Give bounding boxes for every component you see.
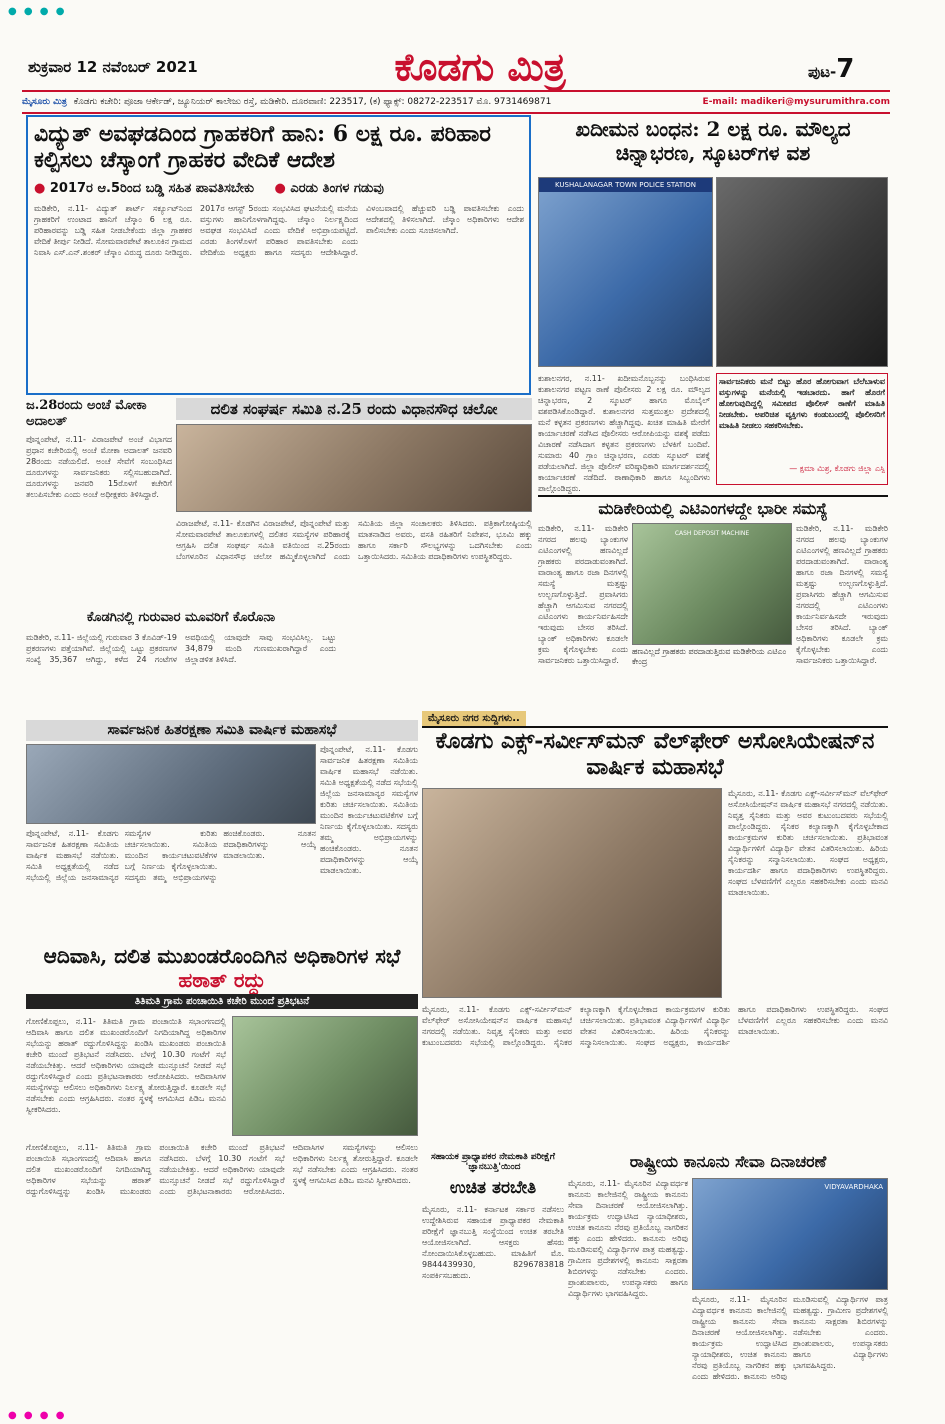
sp-quote: ಸಾರ್ವಜನಿಕರು ಮನೆ ಬಿಟ್ಟು ಹೊರ ಹೋಗುವಾಗ ಬೆಲೆಬಾಳುವ ವಸ್ತುಗಳನ್ನು ಮನೆಯಲ್ಲಿ ಇಡಬಾರದು. ಹಾಗೆ ಹೊರಗೆ ಹೋಗುವುದಿದ್ದಲ್ಲಿ ಸಮೀಪದ ಪೊಲೀಸ್ ಠಾಣೆಗೆ ಮಾಹಿತಿ ನೀಡಬೇಕು. ಅಪರಿಚಿತ ವ್ಯಕ್ತಿಗಳು ಕಂಡುಬಂದಲ್ಲಿ ಪೊಲೀಸರಿಗೆ ಮಾಹಿತಿ ನೀಡಲು ಸಹಕರಿಸಬೇಕು. xyxy=(719,377,885,430)
story-free-training xyxy=(422,1152,564,1408)
story-body: ಮೈಸೂರು, ನ.11- ಕೊಡಗು ಎಕ್ಸ್-ಸರ್ವೀಸ್‌ಮನ್ ವೆಲ್‌ಫೇರ್ ಅಸೋಸಿಯೇಷನ್‌ನ ವಾರ್ಷಿಕ ಮಹಾಸಭೆ ನಗರದಲ್ಲಿ ನಡೆಯಿತು. ನಿವೃತ್ತ ಸೈನಿಕರು ಮತ್ತು ಅವರ ಕುಟುಂಬದವರು ಸಭೆಯಲ್ಲಿ ಪಾಲ್ಗೊಂಡಿದ್ದರು. ಸೈನಿಕರ ಕಲ್ಯಾಣಕ್ಕಾಗಿ ಕೈಗೊಳ್ಳಬೇಕಾದ ಕಾರ್ಯಕ್ರಮಗಳ ಕುರಿತು ಚರ್ಚಿಸಲಾಯಿತು. ಪ್ರತಿಭಾವಂತ ವಿದ್ಯಾರ್ಥಿಗಳಿಗೆ ವಿದ್ಯಾರ್ಥಿ ವೇತನ ವಿತರಿಸಲಾಯಿತು. ಹಿರಿಯ ಸೈನಿಕರನ್ನು ಸನ್ಮಾನಿಸಲಾಯಿತು. ಸಂಘದ ಅಧ್ಯಕ್ಷರು, ಕಾರ್ಯದರ್ಶಿ ಹಾಗೂ ಪದಾಧಿಕಾರಿಗಳು ಉಪಸ್ಥಿತರಿದ್ದರು. ಸಂಘದ ಬೆಳವಣಿಗೆಗೆ ಎಲ್ಲರೂ ಸಹಕರಿಸಬೇಕು ಎಂದು ಮನವಿ ಮಾಡಲಾಯಿತು. xyxy=(728,789,888,897)
story-body: ಗೋಣಿಕೊಪ್ಪಲು, ನ.11- ತಿತಿಮತಿ ಗ್ರಾಮ ಪಂಚಾಯಿತಿ ಸಭಾಂಗಣದಲ್ಲಿ ಆದಿವಾಸಿ ಹಾಗೂ ದಲಿತ ಮುಖಂಡರೊಂದಿಗೆ ನಿಗದಿಯಾಗಿದ್ದ ಅಧಿಕಾರಿಗಳ ಸಭೆಯನ್ನು ಹಠಾತ್ ರದ್ದುಗೊಳಿಸಿದ್ದನ್ನು ಖಂಡಿಸಿ ಮುಖಂಡರು ಪಂಚಾಯಿತಿ ಕಚೇರಿ ಮುಂದೆ ಪ್ರತಿಭಟನೆ ನಡೆಸಿದರು. ಬೆಳಗ್ಗೆ 10.30 ಗಂಟೆಗೆ ಸಭೆ ನಡೆಯಬೇಕಿತ್ತು. ಆದರೆ ಅಧಿಕಾರಿಗಳು ಯಾವುದೇ ಮುನ್ಸೂಚನೆ ನೀಡದೆ ಸಭೆ ರದ್ದುಗೊಳಿಸಿದ್ದಾರೆ ಎಂದು ಪ್ರತಿಭಟನಾಕಾರರು ಆರೋಪಿಸಿದರು. ಆದಿವಾಸಿಗಳ ಸಮಸ್ಯೆಗಳನ್ನು ಆಲಿಸಲು ಅಧಿಕಾರಿಗಳು ನಿರ್ಲಕ್ಷ್ಯ ತೋರುತ್ತಿದ್ದಾರೆ. ಕೂಡಲೇ ಸಭೆ ನಡೆಸಬೇಕು ಎಂದು ಆಗ್ರಹಿಸಿದರು. ನಂತರ ಸ್ಥಳಕ್ಕೆ ಆಗಮಿಸಿದ ಪಿಡಿಒ ಮನವಿ ಸ್ವೀಕರಿಸಿದರು. xyxy=(26,1017,226,1114)
story-body: ಮಡಿಕೇರಿ, ನ.11- ಜಿಲ್ಲೆಯಲ್ಲಿ ಗುರುವಾರ 3 ಕೊವಿಡ್-19 ಪ್ರಕರಣಗಳು ಪತ್ತೆಯಾಗಿವೆ. ಜಿಲ್ಲೆಯಲ್ಲಿ ಒಟ್ಟು ಪ್ರಕರಣಗಳ ಸಂಖ್ಯೆ 35,367 ಆಗಿದ್ದು, ಕಳೆದ 24 ಗಂಟೆಗಳ ಅವಧಿಯಲ್ಲಿ ಯಾವುದೇ ಸಾವು ಸಂಭವಿಸಿಲ್ಲ. ಒಟ್ಟು 34,879 ಮಂದಿ ಗುಣಮುಖರಾಗಿದ್ದಾರೆ ಎಂದು ಜಿಲ್ಲಾಡಳಿತ ತಿಳಿಸಿದೆ. xyxy=(26,633,336,664)
story-electricity-compensation xyxy=(26,115,531,395)
story-headline: ವಿದ್ಯುತ್ ಅವಘಡದಿಂದ ಗ್ರಾಹಕರಿಗೆ ಹಾನಿ: 6 ಲಕ್ಷ ರೂ. ಪರಿಹಾರ ಕಲ್ಪಿಸಲು ಚೆಸ್ಕಾಂಗೆ ಗ್ರಾಹಕರ ವೇದಿಕೆ ಆದೇಶ xyxy=(34,121,491,174)
police-station-sign: KUSHALANAGAR TOWN POLICE STATION xyxy=(539,178,712,192)
photo-protest xyxy=(232,1016,418,1136)
story-body-continued: ಮಡಿಕೇರಿ, ನ.11- ಮಡಿಕೇರಿ ನಗರದ ಹಲವು ಬ್ಯಾಂಕುಗಳ ಎಟಿಎಂಗಳಲ್ಲಿ ಹಣವಿಲ್ಲದೆ ಗ್ರಾಹಕರು ಪರದಾಡುವಂತಾಗಿದೆ. ವಾರಾಂತ್ಯ ಹಾಗೂ ರಜಾ ದಿನಗಳಲ್ಲಿ ಸಮಸ್ಯೆ ಮತ್ತಷ್ಟು ಉಲ್ಬಣಗೊಳ್ಳುತ್ತಿದೆ. ಪ್ರವಾಸಿಗರು ಹೆಚ್ಚಾಗಿ ಆಗಮಿಸುವ ನಗರದಲ್ಲಿ ಎಟಿಎಂಗಳು ಕಾರ್ಯನಿರ್ವಹಿಸದೇ ಇರುವುದು ಬೇಸರ ತರಿಸಿದೆ. ಬ್ಯಾಂಕ್ ಅಧಿಕಾರಿಗಳು ಕೂಡಲೇ ಕ್ರಮ ಕೈಗೊಳ್ಳಬೇಕು ಎಂದು ಸಾರ್ವಜನಿಕರು ಒತ್ತಾಯಿಸಿದ್ದಾರೆ. xyxy=(796,524,888,665)
story-body: ಮಡಿಕೇರಿ, ನ.11- ವಿದ್ಯುತ್ ಶಾರ್ಟ್ ಸರ್ಕ್ಯೂಟ್‍ನಿಂದ ಗ್ರಾಹಕರಿಗೆ ಉಂಟಾದ ಹಾನಿಗೆ ಚೆಸ್ಕಾಂ 6 ಲಕ್ಷ ರೂ. ಪರಿಹಾರವನ್ನು ಬಡ್ಡಿ ಸಹಿತ ನೀಡಬೇಕೆಂದು ಜಿಲ್ಲಾ ಗ್ರಾಹಕರ ವೇದಿಕೆ ತೀರ್ಪು ನೀಡಿದೆ. ಸೋಮವಾರಪೇಟೆ ತಾಲೂಕಿನ ಗ್ರಾಮದ ನಿವಾಸಿ ಎಸ್.ಎನ್.ಶಂಕರ್ ಚೆಸ್ಕಾಂ ವಿರುದ್ಧ ದೂರು ನೀಡಿದ್ದರು. 2017ರ ಆಗಸ್ಟ್ 5ರಂದು ಸಂಭವಿಸಿದ ಘಟನೆಯಲ್ಲಿ ಮನೆಯ ವಸ್ತುಗಳು ಹಾನಿಗೊಳಗಾಗಿದ್ದವು. ಚೆಸ್ಕಾಂ ನಿರ್ಲಕ್ಷ್ಯದಿಂದ ಅವಘಡ ಸಂಭವಿಸಿದೆ ಎಂದು ವೇದಿಕೆ ಅಭಿಪ್ರಾಯಪಟ್ಟಿದೆ. ಎರಡು ತಿಂಗಳೊಳಗೆ ಪರಿಹಾರ ಪಾವತಿಸಬೇಕು ಎಂದು ವೇದಿಕೆಯ ಅಧ್ಯಕ್ಷರು ಹಾಗೂ ಸದಸ್ಯರು ಆದೇಶಿಸಿದ್ದಾರೆ. ವಿಳಂಬವಾದಲ್ಲಿ ಹೆಚ್ಚುವರಿ ಬಡ್ಡಿ ಪಾವತಿಸಬೇಕು ಎಂದು ಆದೇಶದಲ್ಲಿ ತಿಳಿಸಲಾಗಿದೆ. ಚೆಸ್ಕಾಂ ಅಧಿಕಾರಿಗಳು ಆದೇಶ ಪಾಲಿಸಬೇಕು ಎಂದು ಸೂಚಿಸಲಾಗಿದೆ. xyxy=(34,204,524,257)
story-headline: ಉಚಿತ ತರಬೇತಿ xyxy=(449,1178,537,1198)
photo-atm-kiosk xyxy=(632,523,792,645)
story-body: ಮೈಸೂರು, ನ.11- ಮೈಸೂರಿನ ವಿದ್ಯಾವರ್ಧಕ ಕಾನೂನು ಕಾಲೇಜಿನಲ್ಲಿ ರಾಷ್ಟ್ರೀಯ ಕಾನೂನು ಸೇವಾ ದಿನಾಚರಣೆ ಆಯೋಜಿಸಲಾಗಿತ್ತು. ಕಾರ್ಯಕ್ರಮ ಉದ್ಘಾಟಿಸಿದ ನ್ಯಾಯಾಧೀಶರು, ಉಚಿತ ಕಾನೂನು ನೆರವು ಪ್ರತಿಯೊಬ್ಬ ನಾಗರಿಕನ ಹಕ್ಕು ಎಂದು ಹೇಳಿದರು. ಕಾನೂನು ಅರಿವು ಮೂಡಿಸುವಲ್ಲಿ ವಿದ್ಯಾರ್ಥಿಗಳ ಪಾತ್ರ ಮಹತ್ವದ್ದು. ಗ್ರಾಮೀಣ ಪ್ರದೇಶಗಳಲ್ಲಿ ಕಾನೂನು ಸಾಕ್ಷರತಾ ಶಿಬಿರಗಳನ್ನು ನಡೆಸಬೇಕು ಎಂದರು. ಪ್ರಾಂಶುಪಾಲರು, ಉಪನ್ಯಾಸಕರು ಹಾಗೂ ವಿದ್ಯಾರ್ಥಿಗಳು ಭಾಗವಹಿಸಿದ್ದರು. xyxy=(568,1179,688,1298)
story-headline: ದಲಿತ ಸಂಘರ್ಷ ಸಮಿತಿ ನ.25 ರಂದು ವಿಧಾನಸೌಧ ಚಲೋ xyxy=(176,398,532,420)
story-atm-problem xyxy=(538,495,888,695)
story-headline: ಸಾರ್ವಜನಿಕ ಹಿತರಕ್ಷಣಾ ಸಮಿತಿ ವಾರ್ಷಿಕ ಮಹಾಸಭೆ xyxy=(26,720,418,741)
story-tribal-meeting-cancelled xyxy=(26,944,418,1406)
story-ex-servicemen xyxy=(422,728,888,1148)
story-subheads xyxy=(34,181,524,196)
atm-sign: CASH DEPOSIT MACHINE xyxy=(674,530,750,537)
story-body: ಕುಶಾಲನಗರ, ನ.11- ಖದೀಮನೊಬ್ಬನನ್ನು ಬಂಧಿಸಿರುವ ಕುಶಾಲನಗರ ಪಟ್ಟಣ ಠಾಣೆ ಪೊಲೀಸರು 2 ಲಕ್ಷ ರೂ. ಮೌಲ್ಯದ ಚಿನ್ನಾಭರಣ, 2 ಸ್ಕೂಟರ್ ಹಾಗೂ ಮೊಬೈಲ್ ವಶಪಡಿಸಿಕೊಂಡಿದ್ದಾರೆ. ಕುಶಾಲನಗರ ಸುತ್ತಮುತ್ತಲ ಪ್ರದೇಶದಲ್ಲಿ ಮನೆ ಕಳ್ಳತನ ಪ್ರಕರಣಗಳು ಹೆಚ್ಚಾಗಿದ್ದವು. ಖಚಿತ ಮಾಹಿತಿ ಮೇರೆಗೆ ಕಾರ್ಯಾಚರಣೆ ನಡೆಸಿದ ಪೊಲೀಸರು ಆರೋಪಿಯನ್ನು ವಶಕ್ಕೆ ಪಡೆದು ವಿಚಾರಣೆ ನಡೆಸಿದಾಗ ಕಳ್ಳತನ ಪ್ರಕರಣಗಳು ಬೆಳಕಿಗೆ ಬಂದಿವೆ. ಸುಮಾರು 40 ಗ್ರಾಂ ಚಿನ್ನಾಭರಣ, ಎರಡು ಸ್ಕೂಟರ್ ವಶಕ್ಕೆ ಪಡೆಯಲಾಗಿದೆ. ಜಿಲ್ಲಾ ಪೊಲೀಸ್ ವರಿಷ್ಠಾಧಿಕಾರಿ ಮಾರ್ಗದರ್ಶನದಲ್ಲಿ ಕಾರ್ಯಾಚರಣೆ ನಡೆದಿದೆ. ಠಾಣಾಧಿಕಾರಿ ಹಾಗೂ ಸಿಬ್ಬಂದಿಗಳು ಪಾಲ್ಗೊಂಡಿದ್ದರು. xyxy=(538,374,710,493)
story-postal-adalat xyxy=(26,398,172,608)
photo-caption: ಹಣವಿಲ್ಲದೆ ಗ್ರಾಹಕರು ಪರದಾಡುತ್ತಿರುವ ಮಡಿಕೇರಿಯ ಎಟಿಎಂ ಕೇಂದ್ರ xyxy=(632,647,787,666)
section-label: ಮೈಸೂರು ನಗರ ಸುದ್ದಿಗಳು.. xyxy=(422,711,526,726)
office-address: ಕೊಡಗು ಕಚೇರಿ: ಪೂಜಾ ಆರ್ಕೇಡ್, ಜ್ಯೂನಿಯರ್ ಕಾಲೇಜು ರಸ್ತೆ, ಮಡಿಕೇರಿ. ದೂರವಾಣಿ: 223517, (ಕ) ಫ್ಯಾಕ್ಸ್: 08272-223517 ಮೊ. 9731469871 xyxy=(73,97,552,107)
story-legal-services-day xyxy=(568,1152,888,1408)
bullet-icon: ● xyxy=(274,181,286,196)
info-bar xyxy=(22,90,890,114)
photo-felicitation xyxy=(422,788,722,998)
photo-press-meet xyxy=(176,424,532,512)
photo-seized-jewellery xyxy=(538,177,713,367)
story-body: ಮಡಿಕೇರಿ, ನ.11- ಮಡಿಕೇರಿ ನಗರದ ಹಲವು ಬ್ಯಾಂಕುಗಳ ಎಟಿಎಂಗಳಲ್ಲಿ ಹಣವಿಲ್ಲದೆ ಗ್ರಾಹಕರು ಪರದಾಡುವಂತಾಗಿದೆ. ವಾರಾಂತ್ಯ ಹಾಗೂ ರಜಾ ದಿನಗಳಲ್ಲಿ ಸಮಸ್ಯೆ ಮತ್ತಷ್ಟು ಉಲ್ಬಣಗೊಳ್ಳುತ್ತಿದೆ. ಪ್ರವಾಸಿಗರು ಹೆಚ್ಚಾಗಿ ಆಗಮಿಸುವ ನಗರದಲ್ಲಿ ಎಟಿಎಂಗಳು ಕಾರ್ಯನಿರ್ವಹಿಸದೇ ಇರುವುದು ಬೇಸರ ತರಿಸಿದೆ. ಬ್ಯಾಂಕ್ ಅಧಿಕಾರಿಗಳು ಕೂಡಲೇ ಕ್ರಮ ಕೈಗೊಳ್ಳಬೇಕು ಎಂದು ಸಾರ್ವಜನಿಕರು ಒತ್ತಾಯಿಸಿದ್ದಾರೆ. xyxy=(538,524,628,665)
publication-name: ಮೈಸೂರು ಮಿತ್ರ xyxy=(22,97,67,107)
story-headline-main: ಆದಿವಾಸಿ, ದಲಿತ ಮುಖಂಡರೊಂದಿಗಿನ ಅಧಿಕಾರಿಗಳ ಸಭೆ xyxy=(43,944,401,968)
story-headline: ಕೊಡಗು ಎಕ್ಸ್-ಸರ್ವೀಸ್‌ಮನ್ ವೆಲ್‌ಫೇರ್ ಅಸೋಸಿಯೇಷನ್‌ನ ವಾರ್ಷಿಕ ಮಹಾಸಭೆ xyxy=(435,728,875,781)
story-body-continued: ಗೋಣಿಕೊಪ್ಪಲು, ನ.11- ತಿತಿಮತಿ ಗ್ರಾಮ ಪಂಚಾಯಿತಿ ಸಭಾಂಗಣದಲ್ಲಿ ಆದಿವಾಸಿ ಹಾಗೂ ದಲಿತ ಮುಖಂಡರೊಂದಿಗೆ ನಿಗದಿಯಾಗಿದ್ದ ಅಧಿಕಾರಿಗಳ ಸಭೆಯನ್ನು ಹಠಾತ್ ರದ್ದುಗೊಳಿಸಿದ್ದನ್ನು ಖಂಡಿಸಿ ಮುಖಂಡರು ಪಂಚಾಯಿತಿ ಕಚೇರಿ ಮುಂದೆ ಪ್ರತಿಭಟನೆ ನಡೆಸಿದರು. ಬೆಳಗ್ಗೆ 10.30 ಗಂಟೆಗೆ ಸಭೆ ನಡೆಯಬೇಕಿತ್ತು. ಆದರೆ ಅಧಿಕಾರಿಗಳು ಯಾವುದೇ ಮುನ್ಸೂಚನೆ ನೀಡದೆ ಸಭೆ ರದ್ದುಗೊಳಿಸಿದ್ದಾರೆ ಎಂದು ಪ್ರತಿಭಟನಾಕಾರರು ಆರೋಪಿಸಿದರು. ಆದಿವಾಸಿಗಳ ಸಮಸ್ಯೆಗಳನ್ನು ಆಲಿಸಲು ಅಧಿಕಾರಿಗಳು ನಿರ್ಲಕ್ಷ್ಯ ತೋರುತ್ತಿದ್ದಾರೆ. ಕೂಡಲೇ ಸಭೆ ನಡೆಸಬೇಕು ಎಂದು ಆಗ್ರಹಿಸಿದರು. ನಂತರ ಸ್ಥಳಕ್ಕೆ ಆಗಮಿಸಿದ ಪಿಡಿಒ ಮನವಿ ಸ್ವೀಕರಿಸಿದರು. xyxy=(26,1143,418,1196)
sp-quote-sign: — ಕ್ಷಮಾ ಮಿಶ್ರ, ಕೊಡಗು ಜಿಲ್ಲಾ ಎಸ್ಪಿ xyxy=(789,464,885,473)
story-headline: ಮಡಿಕೇರಿಯಲ್ಲಿ ಎಟಿಎಂಗಳದ್ದೇ ಭಾರೀ ಸಮಸ್ಯೆ xyxy=(538,495,888,518)
photo-meeting-stage xyxy=(26,744,316,824)
story-headline xyxy=(26,944,418,992)
story-body: ವಿರಾಜಪೇಟೆ, ನ.11- ಕೊಡಗಿನ ವಿರಾಜಪೇಟೆ, ಪೊನ್ನಂಪೇಟೆ ಮತ್ತು ಸೋಮವಾರಪೇಟೆ ತಾಲೂಕುಗಳಲ್ಲಿ ದಲಿತರ ಸಮಸ್ಯೆಗಳ ಪರಿಹಾರಕ್ಕೆ ಆಗ್ರಹಿಸಿ ದಲಿತ ಸಂಘರ್ಷ ಸಮಿತಿ ವತಿಯಿಂದ ನ.25ರಂದು ಬೆಂಗಳೂರಿನ ವಿಧಾನಸೌಧ ಚಲೋ ಹಮ್ಮಿಕೊಳ್ಳಲಾಗಿದೆ ಎಂದು ಸಮಿತಿಯ ಜಿಲ್ಲಾ ಸಂಚಾಲಕರು ತಿಳಿಸಿದರು. ಪತ್ರಿಕಾಗೋಷ್ಠಿಯಲ್ಲಿ ಮಾತನಾಡಿದ ಅವರು, ವಸತಿ ರಹಿತರಿಗೆ ನಿವೇಶನ, ಭೂಮಿ ಹಕ್ಕು ಹಾಗೂ ಸರ್ಕಾರಿ ಸೌಲಭ್ಯಗಳನ್ನು ಒದಗಿಸಬೇಕು ಎಂದು ಒತ್ತಾಯಿಸಿದರು. ಸಮಿತಿಯ ಪದಾಧಿಕಾರಿಗಳು ಉಪಸ್ಥಿತರಿದ್ದರು. xyxy=(176,519,532,561)
story-headline: ಕೊಡಗಿನಲ್ಲಿ ಗುರುವಾರ ಮೂವರಿಗೆ ಕೊರೊನಾ xyxy=(86,610,276,625)
page-number xyxy=(808,54,854,84)
story-headline: ಜ.28ರಂದು ಅಂಚೆ ಮೋಕಾ ಅದಾಲತ್ xyxy=(26,398,147,429)
story-body: ಮೈಸೂರು, ನ.11- ಕರ್ನಾಟಕ ಸರ್ಕಾರ ನಡೆಸಲು ಉದ್ದೇಶಿಸಿರುವ ಸಹಾಯಕ ಪ್ರಾಧ್ಯಾಪಕರ ನೇಮಕಾತಿ ಪರೀಕ್ಷೆಗೆ ಜ್ಞಾನಬುತ್ತಿ ಸಂಸ್ಥೆಯಿಂದ ಉಚಿತ ತರಬೇತಿ ಆಯೋಜಿಸಲಾಗಿದೆ. ಆಸಕ್ತರು ಹೆಸರು ನೋಂದಾಯಿಸಿಕೊಳ್ಳಬಹುದು. ಮಾಹಿತಿಗೆ ಮೊ. 9844439930, 8296783818 ಸಂಪರ್ಕಿಸಬಹುದು. xyxy=(422,1205,564,1280)
story-kicker: ಸಹಾಯಕ ಪ್ರಾಧ್ಯಾಪಕರ ನೇಮಕಾತಿ ಪರೀಕ್ಷೆಗೆ 'ಜ್ಞಾನಬುತ್ತಿ'ಯಿಂದ xyxy=(430,1152,556,1172)
photo-seized-scooters xyxy=(716,177,888,367)
story-strap: ತಿತಿಮತಿ ಗ್ರಾಮ ಪಂಚಾಯಿತಿ ಕಚೇರಿ ಮುಂದೆ ಪ್ರತಿಭಟನೆ xyxy=(26,994,418,1009)
issue-date: ಶುಕ್ರವಾರ 12 ನವೆಂಬರ್ 2021 xyxy=(28,58,198,76)
page-label: ಪುಟ- xyxy=(808,63,837,81)
registration-marks: ● ● ● ● xyxy=(8,6,67,17)
story-subhead-1: 2017ರ ಆ.5ರಿಂದ ಬಡ್ಡಿ ಸಹಿತ ಪಾವತಿಸಬೇಕು xyxy=(49,181,254,196)
story-body-continued: ಮೈಸೂರು, ನ.11- ಕೊಡಗು ಎಕ್ಸ್-ಸರ್ವೀಸ್‌ಮನ್ ವೆಲ್‌ಫೇರ್ ಅಸೋಸಿಯೇಷನ್‌ನ ವಾರ್ಷಿಕ ಮಹಾಸಭೆ ನಗರದಲ್ಲಿ ನಡೆಯಿತು. ನಿವೃತ್ತ ಸೈನಿಕರು ಮತ್ತು ಅವರ ಕುಟುಂಬದವರು ಸಭೆಯಲ್ಲಿ ಪಾಲ್ಗೊಂಡಿದ್ದರು. ಸೈನಿಕರ ಕಲ್ಯಾಣಕ್ಕಾಗಿ ಕೈಗೊಳ್ಳಬೇಕಾದ ಕಾರ್ಯಕ್ರಮಗಳ ಕುರಿತು ಚರ್ಚಿಸಲಾಯಿತು. ಪ್ರತಿಭಾವಂತ ವಿದ್ಯಾರ್ಥಿಗಳಿಗೆ ವಿದ್ಯಾರ್ಥಿ ವೇತನ ವಿತರಿಸಲಾಯಿತು. ಹಿರಿಯ ಸೈನಿಕರನ್ನು ಸನ್ಮಾನಿಸಲಾಯಿತು. ಸಂಘದ ಅಧ್ಯಕ್ಷರು, ಕಾರ್ಯದರ್ಶಿ ಹಾಗೂ ಪದಾಧಿಕಾರಿಗಳು ಉಪಸ್ಥಿತರಿದ್ದರು. ಸಂಘದ ಬೆಳವಣಿಗೆಗೆ ಎಲ್ಲರೂ ಸಹಕರಿಸಬೇಕು ಎಂದು ಮನವಿ ಮಾಡಲಾಯಿತು. xyxy=(422,1005,888,1047)
story-body: ಪೊನ್ನಂಪೇಟೆ, ನ.11- ವಿರಾಜಪೇಟೆ ಅಂಚೆ ವಿಭಾಗದ ಪ್ರಧಾನ ಕಚೇರಿಯಲ್ಲಿ ಅಂಚೆ ಮೋಕಾ ಅದಾಲತ್ ಜನವರಿ 28ರಂದು ನಡೆಯಲಿದೆ. ಅಂಚೆ ಸೇವೆಗೆ ಸಂಬಂಧಿಸಿದ ದೂರುಗಳನ್ನು ಸಾರ್ವಜನಿಕರು ಸಲ್ಲಿಸಬಹುದಾಗಿದೆ. ದೂರುಗಳನ್ನು ಜನವರಿ 15ರೊಳಗೆ ಕಚೇರಿಗೆ ತಲುಪಿಸಬೇಕು ಎಂದು ಅಂಚೆ ಅಧೀಕ್ಷಕರು ತಿಳಿಸಿದ್ದಾರೆ. xyxy=(26,435,172,499)
story-body-continued: ಪೊನ್ನಂಪೇಟೆ, ನ.11- ಕೊಡಗು ಸಾರ್ವಜನಿಕ ಹಿತರಕ್ಷಣಾ ಸಮಿತಿಯ ವಾರ್ಷಿಕ ಮಹಾಸಭೆ ನಡೆಯಿತು. ಸಮಿತಿ ಅಧ್ಯಕ್ಷತೆಯಲ್ಲಿ ನಡೆದ ಸಭೆಯಲ್ಲಿ ಜಿಲ್ಲೆಯ ಜನಸಾಮಾನ್ಯರ ಸಮಸ್ಯೆಗಳ ಕುರಿತು ಚರ್ಚಿಸಲಾಯಿತು. ಸಮಿತಿಯ ಮುಂದಿನ ಕಾರ್ಯಚಟುವಟಿಕೆಗಳ ಬಗ್ಗೆ ನಿರ್ಣಯ ಕೈಗೊಳ್ಳಲಾಯಿತು. ಸದಸ್ಯರು ತಮ್ಮ ಅಭಿಪ್ರಾಯಗಳನ್ನು ಹಂಚಿಕೊಂಡರು. ನೂತನ ಪದಾಧಿಕಾರಿಗಳನ್ನು ಆಯ್ಕೆ ಮಾಡಲಾಯಿತು. xyxy=(26,829,316,882)
story-body: ಪೊನ್ನಂಪೇಟೆ, ನ.11- ಕೊಡಗು ಸಾರ್ವಜನಿಕ ಹಿತರಕ್ಷಣಾ ಸಮಿತಿಯ ವಾರ್ಷಿಕ ಮಹಾಸಭೆ ನಡೆಯಿತು. ಸಮಿತಿ ಅಧ್ಯಕ್ಷತೆಯಲ್ಲಿ ನಡೆದ ಸಭೆಯಲ್ಲಿ ಜಿಲ್ಲೆಯ ಜನಸಾಮಾನ್ಯರ ಸಮಸ್ಯೆಗಳ ಕುರಿತು ಚರ್ಚಿಸಲಾಯಿತು. ಸಮಿತಿಯ ಮುಂದಿನ ಕಾರ್ಯಚಟುವಟಿಕೆಗಳ ಬಗ್ಗೆ ನಿರ್ಣಯ ಕೈಗೊಳ್ಳಲಾಯಿತು. ಸದಸ್ಯರು ತಮ್ಮ ಅಭಿಪ್ರಾಯಗಳನ್ನು ಹಂಚಿಕೊಂಡರು. ನೂತನ ಪದಾಧಿಕಾರಿಗಳನ್ನು ಆಯ್ಕೆ ಮಾಡಲಾಯಿತು. xyxy=(320,745,418,875)
sp-quote-box xyxy=(716,373,888,485)
story-headline-tail: ಹಠಾತ್ ರದ್ದು xyxy=(178,968,266,992)
photo-legal-event xyxy=(692,1178,888,1290)
story-headline: ಖದೀಮನ ಬಂಧನ: 2 ಲಕ್ಷ ರೂ. ಮೌಲ್ಯದ ಚಿನ್ನಾಭರಣ, ಸ್ಕೂಟರ್‌ಗಳ ವಶ xyxy=(575,117,851,165)
story-public-welfare xyxy=(26,720,418,940)
story-covid xyxy=(26,610,336,690)
newspaper-title: ಕೊಡಗು ಮಿತ್ರ xyxy=(394,44,566,89)
section-label-box xyxy=(422,706,888,728)
college-sign: VIDYAVARDHAKA xyxy=(824,1183,883,1191)
story-subhead-2: ಎರಡು ತಿಂಗಳ ಗಡುವು xyxy=(290,181,384,196)
bullet-icon: ● xyxy=(34,181,46,196)
page-number-value: 7 xyxy=(836,54,855,84)
registration-marks-bottom: ● ● ● ● xyxy=(8,1410,67,1421)
office-email: E-mail: madikeri@mysurumithra.com xyxy=(702,97,890,107)
story-body-continued: ಮೈಸೂರು, ನ.11- ಮೈಸೂರಿನ ವಿದ್ಯಾವರ್ಧಕ ಕಾನೂನು ಕಾಲೇಜಿನಲ್ಲಿ ರಾಷ್ಟ್ರೀಯ ಕಾನೂನು ಸೇವಾ ದಿನಾಚರಣೆ ಆಯೋಜಿಸಲಾಗಿತ್ತು. ಕಾರ್ಯಕ್ರಮ ಉದ್ಘಾಟಿಸಿದ ನ್ಯಾಯಾಧೀಶರು, ಉಚಿತ ಕಾನೂನು ನೆರವು ಪ್ರತಿಯೊಬ್ಬ ನಾಗರಿಕನ ಹಕ್ಕು ಎಂದು ಹೇಳಿದರು. ಕಾನೂನು ಅರಿವು ಮೂಡಿಸುವಲ್ಲಿ ವಿದ್ಯಾರ್ಥಿಗಳ ಪಾತ್ರ ಮಹತ್ವದ್ದು. ಗ್ರಾಮೀಣ ಪ್ರದೇಶಗಳಲ್ಲಿ ಕಾನೂನು ಸಾಕ್ಷರತಾ ಶಿಬಿರಗಳನ್ನು ನಡೆಸಬೇಕು ಎಂದರು. ಪ್ರಾಂಶುಪಾಲರು, ಉಪನ್ಯಾಸಕರು ಹಾಗೂ ವಿದ್ಯಾರ್ಥಿಗಳು ಭಾಗವಹಿಸಿದ್ದರು. xyxy=(692,1295,888,1381)
story-headline: ರಾಷ್ಟ್ರೀಯ ಕಾನೂನು ಸೇವಾ ದಿನಾಚರಣೆ xyxy=(629,1152,827,1171)
